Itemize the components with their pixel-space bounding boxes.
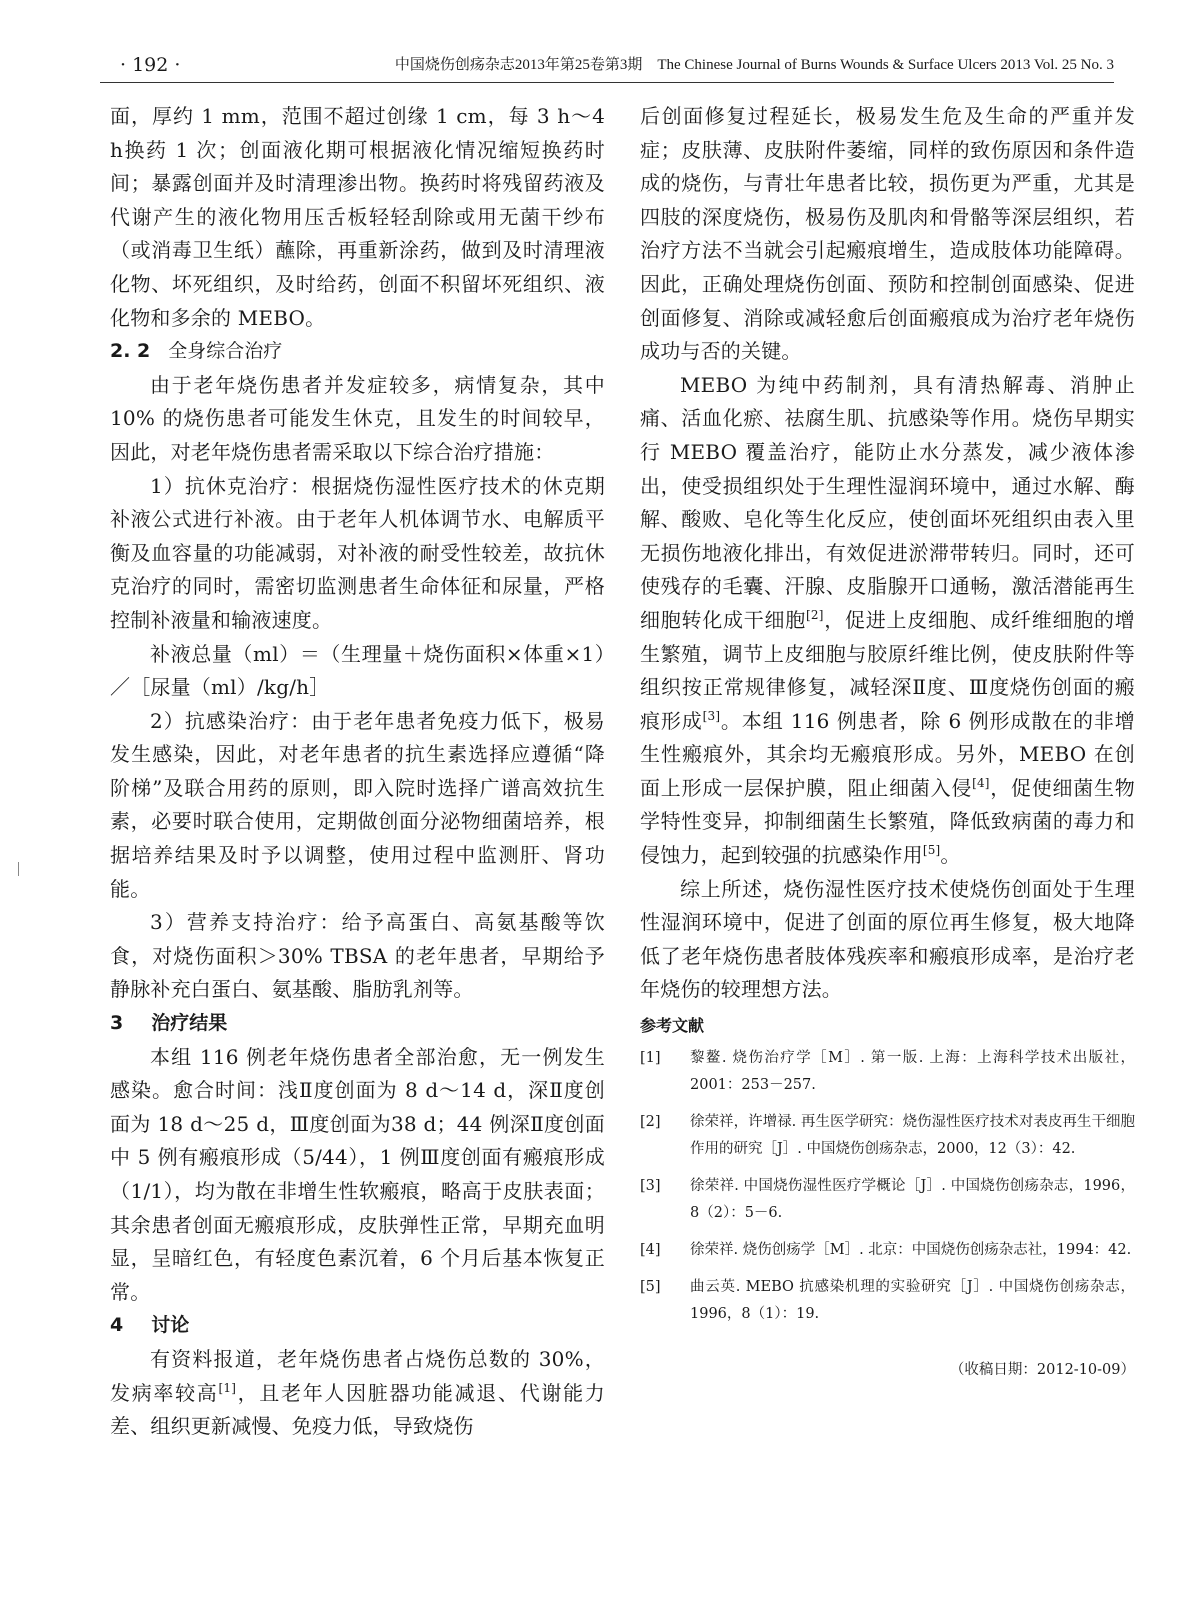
section-title: 全身综合治疗 <box>168 340 283 363</box>
margin-mark <box>18 862 19 876</box>
reference-number: [1] <box>640 1050 661 1067</box>
paragraph-anti-infection: 2）抗感染治疗：由于老年患者免疫力低下，极易发生感染，因此，对老年患者的抗生素选择应遵循“降阶梯”及联合用药的原则，即入院时选择广谱高效抗生素，必要时联合使用，定期做创面分泌物细菌培养，根据培养结果及时予以调整，使用过程中监测肝、肾功能。 <box>110 708 605 901</box>
right-column <box>640 100 1135 1379</box>
section-heading-4 <box>110 1309 605 1343</box>
reference-text: 徐荣祥. 中国烧伤湿性医疗学概论［J］. 中国烧伤创疡杂志，1996，8（2）：5－6. <box>690 1178 1135 1222</box>
reference-number: [4] <box>640 1242 661 1259</box>
reference-text: 曲云英. MEBO 抗感染机理的实验研究［J］. 中国烧伤创疡杂志，1996，8（1）：19. <box>690 1279 1135 1323</box>
reference-number: [5] <box>640 1279 661 1296</box>
citation: [4] <box>972 775 990 790</box>
left-column <box>110 100 605 1444</box>
reference-item <box>640 1173 1135 1227</box>
citation: [1] <box>218 1380 237 1395</box>
text-run: 。 <box>940 843 961 868</box>
formula-fluid: 补液总量（ml）＝（生理量＋烧伤面积×体重×1）／［尿量（ml）/kg/h］ <box>110 641 605 700</box>
reference-text: 黎鳌. 烧伤治疗学［M］. 第一版. 上海：上海科学技术出版社，2001：253－257. <box>690 1050 1135 1094</box>
journal-title: 中国烧伤创疡杂志2013年第25卷第3期 The Chinese Journal of Burns Wounds & Surface Ulcers 2013 Vol. 25 No. 3 <box>394 57 1114 73</box>
paragraph-discussion <box>110 1343 605 1444</box>
paragraph-mebo <box>640 369 1135 873</box>
citation: [2] <box>806 607 824 622</box>
page-number: · 192 · <box>120 54 181 76</box>
text-run: ，促使细菌生物学特性变异，抑制细菌生长繁殖，降低致病菌的毒力和侵蚀力，起到较强的抗感染作用 <box>640 775 1135 868</box>
section-number: 4 <box>110 1314 124 1337</box>
section-heading-3 <box>110 1007 605 1041</box>
reference-number: [3] <box>640 1178 661 1195</box>
paragraph-nutrition: 3）营养支持治疗：给予高蛋白、高氨基酸等饮食，对烧伤面积＞30% TBSA 的老年患者，早期给予静脉补充白蛋白、氨基酸、脂肪乳剂等。 <box>110 910 605 1002</box>
reference-item <box>640 1274 1135 1328</box>
section-number: 2. 2 <box>110 340 151 363</box>
text-run: ，促进上皮细胞、成纤维细胞的增生繁殖，调节上皮细胞与胶原纤维比例，使皮肤附件等组织按正常规律修复，减轻深Ⅱ度、Ⅲ度烧伤创面的瘢痕形成 <box>640 607 1135 733</box>
reference-item <box>640 1109 1135 1163</box>
paragraph-systemic: 由于老年烧伤患者并发症较多，病情复杂，其中 10% 的烧伤患者可能发生休克，且发生的时间较早，因此，对老年烧伤患者需采取以下综合治疗措施： <box>110 372 605 464</box>
reference-text: 徐荣祥，许增禄. 再生医学研究：烧伤湿性医疗技术对表皮再生干细胞作用的研究［J］. 中国烧伤创疡杂志，2000，12（3）：42. <box>690 1114 1135 1158</box>
section-title: 治疗结果 <box>151 1012 228 1035</box>
citation: [3] <box>702 708 721 723</box>
reference-number: [2] <box>640 1114 661 1131</box>
text-run: 。本组 116 例患者，除 6 例形成散在的非增生性瘢痕外，其余均无瘢痕形成。另外，MEBO 在创面上形成一层保护膜，阻止细菌入侵 <box>640 708 1135 800</box>
references-heading: 参考文献 <box>640 1016 705 1036</box>
paragraph-discussion-cont: 后创面修复过程延长，极易发生危及生命的严重并发症；皮肤薄、皮肤附件萎缩，同样的致伤原因和条件造成的烧伤，与青壮年患者比较，损伤更为严重，尤其是四肢的深度烧伤，极易伤及肌肉和骨骼等深层组织，若治疗方法不当就会引起瘢痕增生，造成肢体功能障碍。因此，正确处理烧伤创面、预防和控制创面感染、促进创面修复、消除或减轻愈后创面瘢痕成为治疗老年烧伤成功与否的关键。 <box>640 104 1135 364</box>
running-header <box>100 48 1114 83</box>
reference-item <box>640 1237 1135 1264</box>
citation: [5] <box>922 843 941 858</box>
paragraph-results: 本组 116 例老年烧伤患者全部治愈，无一例发生感染。愈合时间：浅Ⅱ度创面为 8 d～14 d，深Ⅱ度创面为 18 d～25 d，Ⅲ度创面为38 d；44 例深Ⅱ度创面中 5 例有瘢痕形成（5/44），1 例Ⅲ度创面有瘢痕形成（1/1），均为散在非增生性软瘢痕，略高于皮肤表面；其余患者创面无瘢痕形成，皮肤弹性正常，早期充血明显，呈暗红色，有轻度色素沉着，6 个月后基本恢复正常。 <box>110 1044 605 1304</box>
received-date: （收稿日期：2012-10-09） <box>949 1362 1135 1379</box>
reference-text: 徐荣祥. 烧伤创疡学［M］. 北京：中国烧伤创疡杂志社，1994：42. <box>690 1242 1132 1259</box>
section-number: 3 <box>110 1012 124 1035</box>
text-run: MEBO 为纯中药制剂，具有清热解毒、消肿止痛、活血化瘀、祛腐生肌、抗感染等作用。烧伤早期实行 MEBO 覆盖治疗，能防止水分蒸发，减少液体渗出，使受损组织处于生理性湿润环境中，通过水解、酶解、酸败、皂化等生化反应，使创面坏死组织由表入里无损伤地液化排出，有效促进淤滞带转归。同时，还可使残存的毛囊、汗腺、皮脂腺开口通畅，激活潜能再生细胞转化成干细胞 <box>640 372 1135 632</box>
section-heading-2-2 <box>110 335 605 369</box>
paragraph-dressing: 面，厚约 1 mm，范围不超过创缘 1 cm，每 3 h～4 h换药 1 次；创面液化期可根据液化情况缩短换药时间；暴露创面并及时清理渗出物。换药时将残留药液及代谢产生的液化物用压舌板轻轻刮除或用无菌干纱布（或消毒卫生纸）蘸除，再重新涂药，做到及时清理液化物、坏死组织，及时给药，创面不积留坏死组织、液化物和多余的 MEBO。 <box>110 104 605 330</box>
section-title: 讨论 <box>151 1314 190 1337</box>
text-run: ，且老年人因脏器功能减退、代谢能力差、组织更新减慢、免疫力低，导致烧伤 <box>110 1380 605 1439</box>
paragraph-antishock: 1）抗休克治疗：根据烧伤湿性医疗技术的休克期补液公式进行补液。由于老年人机体调节水、电解质平衡及血容量的功能减弱，对补液的耐受性较差，故抗休克治疗的同时，需密切监测患者生命体征和尿量，严格控制补液量和输液速度。 <box>110 473 605 632</box>
paragraph-conclusion: 综上所述，烧伤湿性医疗技术使烧伤创面处于生理性湿润环境中，促进了创面的原位再生修复，极大地降低了老年烧伤患者肢体残疾率和瘢痕形成率，是治疗老年烧伤的较理想方法。 <box>640 876 1135 1002</box>
text-run: 有资料报道，老年烧伤患者占烧伤总数的 30%，发病率较高 <box>110 1346 605 1405</box>
reference-item <box>640 1045 1135 1099</box>
